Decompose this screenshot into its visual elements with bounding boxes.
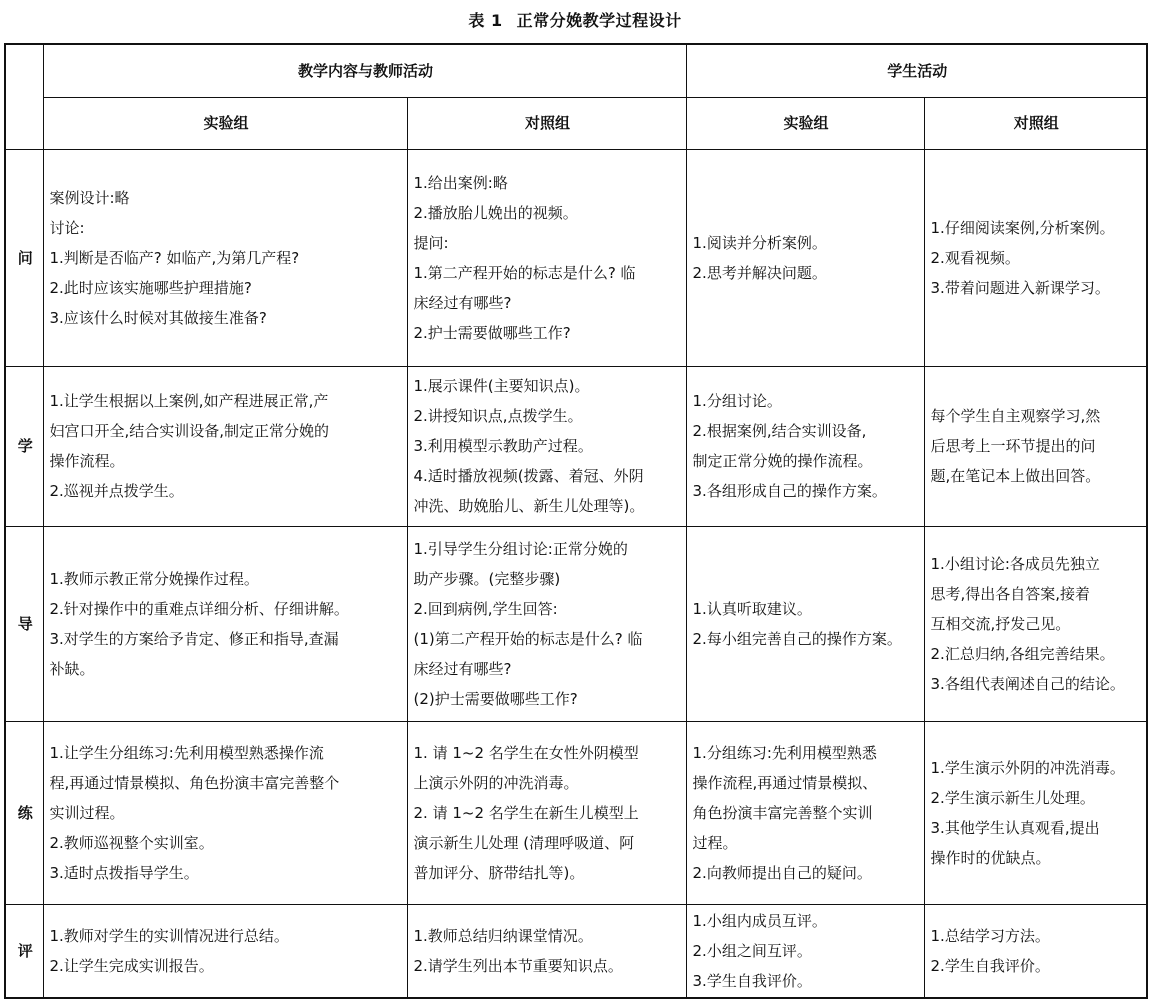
cell-text-line: 1.认真听取建议。: [692, 599, 812, 618]
cell-text-line: 1.让学生根据以上案例,如产程进展正常,产: [49, 392, 329, 410]
cell-teacher-experimental: [43, 366, 407, 526]
cell-text-line: 1.小组内成员互评。: [692, 911, 827, 930]
cell-text-line: 2. 请 1~2 名学生在新生儿模型上: [413, 803, 639, 822]
table-number: 表 1: [468, 11, 503, 30]
cell-text-line: 1.分组讨论。: [692, 392, 782, 410]
cell-text-line: 1.分组练习:先利用模型熟悉: [692, 743, 877, 762]
cell-text-line: (2)护士需要做哪些工作?: [413, 689, 578, 708]
cell-text-line: 提问:: [413, 233, 449, 252]
cell-student-control: [924, 526, 1147, 721]
cell-text-line: 1.引导学生分组讨论:正常分娩的: [413, 539, 628, 558]
cell-text-line: 2.小组之间互评。: [692, 941, 812, 960]
cell-student-control: [924, 721, 1147, 904]
table-row: [5, 721, 1147, 904]
cell-student-experimental: [686, 904, 924, 998]
student-activity-header: 学生活动: [686, 44, 1147, 97]
cell-text-line: 题,在笔记本上做出回答。: [930, 467, 1101, 485]
stage-label: 评: [5, 904, 43, 998]
teaching-design-table: [4, 43, 1148, 999]
cell-text-line: 互相交流,抒发己见。: [930, 614, 1071, 633]
cell-text-line: 讨论:: [49, 218, 85, 237]
stage-label: 导: [5, 526, 43, 721]
cell-text-line: 程,再通过情景模拟、角色扮演丰富完善整个: [49, 773, 340, 792]
table-row: [5, 149, 1147, 366]
cell-teacher-control: [407, 366, 686, 526]
cell-text-line: 2.教师巡视整个实训室。: [49, 833, 214, 852]
cell-teacher-control: [407, 149, 686, 366]
cell-text-line: 2.回到病例,学生回答:: [413, 599, 558, 618]
cell-text-line: 角色扮演丰富完善整个实训: [692, 803, 873, 822]
cell-student-experimental: [686, 366, 924, 526]
cell-text-line: 冲洗、助娩胎儿、新生儿处理等)。: [413, 497, 645, 515]
cell-teacher-experimental: [43, 721, 407, 904]
cell-text-line: 演示新生儿处理 (清理呼吸道、阿: [413, 833, 635, 852]
cell-text-line: 4.适时播放视频(拨露、着冠、外阴: [413, 467, 644, 485]
cell-text-line: 1.阅读并分析案例。: [692, 233, 827, 252]
cell-student-experimental: [686, 526, 924, 721]
column-header-teacher-experimental: 实验组: [43, 97, 407, 149]
cell-text-line: (1)第二产程开始的标志是什么? 临: [413, 629, 643, 648]
cell-text-line: 2.学生演示新生儿处理。: [930, 788, 1095, 807]
header-row-group: [5, 44, 1147, 97]
cell-text-line: 1. 请 1~2 名学生在女性外阴模型: [413, 743, 639, 762]
cell-text-line: 1.小组讨论:各成员先独立: [930, 554, 1100, 573]
cell-text-line: 3.其他学生认真观看,提出: [930, 818, 1100, 837]
cell-text-line: 3.各组形成自己的操作方案。: [692, 482, 887, 500]
column-header-student-experimental: 实验组: [686, 97, 924, 149]
cell-text-line: 1.第二产程开始的标志是什么? 临: [413, 263, 636, 282]
cell-text-line: 1.教师总结归纳课堂情况。: [413, 926, 593, 945]
table-row: [5, 526, 1147, 721]
cell-text-line: 1.总结学习方法。: [930, 926, 1050, 945]
table-caption: [0, 8, 1150, 31]
cell-text-line: 2.护士需要做哪些工作?: [413, 323, 571, 342]
cell-text-line: 3.利用模型示教助产过程。: [413, 437, 593, 455]
cell-text-line: 2.播放胎儿娩出的视频。: [413, 203, 578, 222]
cell-text-line: 2.汇总归纳,各组完善结果。: [930, 644, 1115, 663]
cell-text-line: 2.让学生完成实训报告。: [49, 956, 214, 975]
column-header-teacher-control: 对照组: [407, 97, 686, 149]
cell-text-line: 2.针对操作中的重难点详细分析、仔细讲解。: [49, 599, 349, 618]
cell-text-line: 思考,得出各自答案,接着: [930, 584, 1091, 603]
cell-text-line: 2.请学生列出本节重要知识点。: [413, 956, 623, 975]
cell-student-control: [924, 904, 1147, 998]
cell-text-line: 2.此时应该实施哪些护理措施?: [49, 278, 252, 297]
cell-text-line: 2.讲授知识点,点拨学生。: [413, 407, 583, 425]
cell-teacher-control: [407, 904, 686, 998]
cell-text-line: 妇宫口开全,结合实训设备,制定正常分娩的: [49, 422, 330, 440]
teacher-activity-header: 教学内容与教师活动: [43, 44, 686, 97]
cell-text-line: 2.每小组完善自己的操作方案。: [692, 629, 902, 648]
cell-text-line: 2.学生自我评价。: [930, 956, 1050, 975]
cell-text-line: 3.应该什么时候对其做接生准备?: [49, 308, 267, 327]
cell-text-line: 实训过程。: [49, 803, 125, 822]
cell-text-line: 2.向教师提出自己的疑问。: [692, 863, 872, 882]
cell-student-control: [924, 366, 1147, 526]
cell-text-line: 3.适时点拨指导学生。: [49, 863, 199, 882]
table-row: [5, 366, 1147, 526]
column-header-student-control: 对照组: [924, 97, 1147, 149]
cell-text-line: 制定正常分娩的操作流程。: [692, 452, 873, 470]
cell-student-experimental: [686, 149, 924, 366]
cell-text-line: 2.观看视频。: [930, 248, 1020, 267]
cell-teacher-experimental: [43, 904, 407, 998]
stage-label: 问: [5, 149, 43, 366]
cell-text-line: 1.仔细阅读案例,分析案例。: [930, 218, 1115, 237]
cell-student-experimental: [686, 721, 924, 904]
cell-text-line: 床经过有哪些?: [413, 659, 512, 678]
cell-text-line: 1.展示课件(主要知识点)。: [413, 377, 590, 395]
cell-text-line: 每个学生自主观察学习,然: [930, 407, 1101, 425]
cell-text-line: 床经过有哪些?: [413, 293, 512, 312]
cell-text-line: 2.根据案例,结合实训设备,: [692, 422, 867, 440]
cell-text-line: 1.判断是否临产? 如临产,为第几产程?: [49, 248, 300, 267]
cell-text-line: 普加评分、脐带结扎等)。: [413, 863, 585, 882]
cell-text-line: 过程。: [692, 833, 738, 852]
cell-text-line: 3.学生自我评价。: [692, 971, 812, 990]
cell-text-line: 1.教师示教正常分娩操作过程。: [49, 569, 259, 588]
cell-text-line: 1.教师对学生的实训情况进行总结。: [49, 926, 289, 945]
cell-text-line: 操作时的优缺点。: [930, 848, 1051, 867]
cell-text-line: 助产步骤。(完整步骤): [413, 569, 561, 588]
cell-teacher-control: [407, 526, 686, 721]
cell-text-line: 2.思考并解决问题。: [692, 263, 827, 282]
cell-student-control: [924, 149, 1147, 366]
cell-text-line: 2.巡视并点拨学生。: [49, 482, 184, 500]
cell-text-line: 1.给出案例:略: [413, 173, 508, 192]
cell-text-line: 1.让学生分组练习:先利用模型熟悉操作流: [49, 743, 324, 762]
cell-text-line: 1.学生演示外阴的冲洗消毒。: [930, 758, 1125, 777]
cell-text-line: 上演示外阴的冲洗消毒。: [413, 773, 579, 792]
cell-text-line: 3.对学生的方案给予肯定、修正和指导,查漏: [49, 629, 339, 648]
cell-text-line: 3.带着问题进入新课学习。: [930, 278, 1110, 297]
cell-text-line: 后思考上一环节提出的问: [930, 437, 1096, 455]
cell-text-line: 3.各组代表阐述自己的结论。: [930, 674, 1125, 693]
cell-text-line: 操作流程,再通过情景模拟、: [692, 773, 878, 792]
cell-text-line: 案例设计:略: [49, 188, 130, 207]
table-row: [5, 904, 1147, 998]
header-row-columns: [5, 97, 1147, 149]
cell-teacher-control: [407, 721, 686, 904]
cell-text-line: 操作流程。: [49, 452, 125, 470]
table-title: 正常分娩教学过程设计: [516, 11, 682, 30]
stage-label: 学: [5, 366, 43, 526]
corner-cell: [5, 44, 43, 149]
stage-label: 练: [5, 721, 43, 904]
cell-text-line: 补缺。: [49, 659, 95, 678]
cell-teacher-experimental: [43, 149, 407, 366]
cell-teacher-experimental: [43, 526, 407, 721]
